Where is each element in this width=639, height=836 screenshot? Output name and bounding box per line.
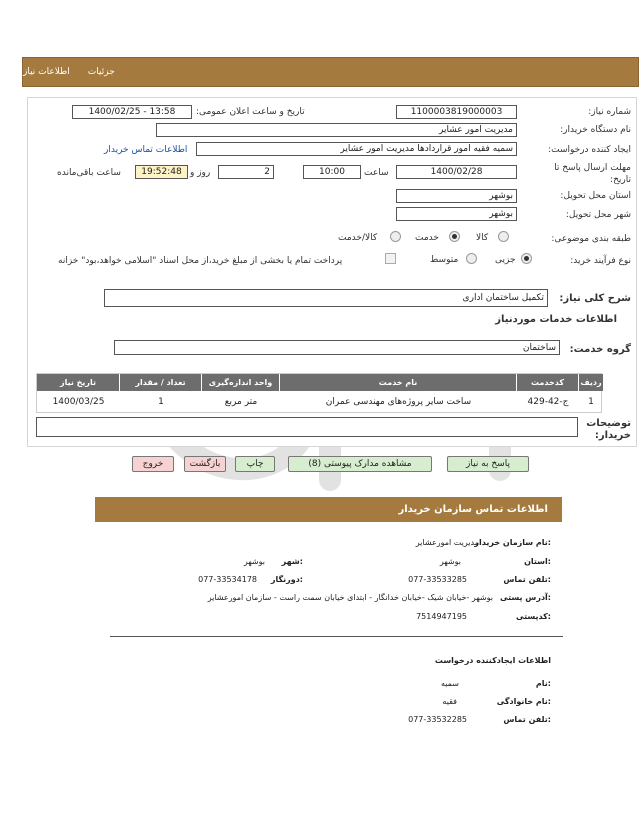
category-goods-service-label: کالا/خدمت	[338, 233, 378, 243]
contact-postal-value: 7514947195	[416, 612, 467, 621]
days-label: روز و	[190, 168, 211, 178]
contact-phone-label: تلفن تماس:	[503, 575, 551, 584]
province-label: استان محل تحویل:	[560, 191, 631, 201]
section-divider	[110, 636, 563, 637]
summary-label: شرح کلی نیاز:	[559, 293, 631, 304]
city-field: بوشهر	[396, 207, 517, 221]
remaining-time-field: 19:52:48	[135, 165, 188, 179]
announce-label: تاریخ و ساعت اعلان عمومی:	[196, 107, 305, 117]
need-number-label: شماره نیاز:	[588, 107, 631, 117]
buyer-notes-label: توضیحات خریدار:	[586, 418, 631, 441]
deadline-date-field: 1400/02/28	[396, 165, 517, 179]
buyer-org-label: نام دستگاه خریدار:	[560, 125, 631, 135]
need-number-field: 1100003819000003	[396, 105, 517, 119]
category-goods-service-radio[interactable]	[390, 231, 401, 242]
view-attachments-button[interactable]: مشاهده مدارک پیوستی (8)	[288, 456, 432, 472]
category-service-radio[interactable]	[449, 231, 460, 242]
service-group-field: ساختمان	[114, 340, 560, 355]
requester-field: سمیه فقیه امور قراردادها مدیریت امور عشایر	[196, 142, 517, 156]
back-button[interactable]: بازگشت	[184, 456, 226, 472]
treasury-payment-label: پرداخت تمام یا بخشی از مبلغ خرید،از محل اسناد "اسلامی خواهد،بود" خزانه	[58, 256, 343, 266]
creator-phone-label: تلفن تماس:	[503, 715, 551, 724]
creator-phone-value: 077-33532285	[408, 715, 467, 724]
creator-family-label: نام خانوادگی:	[496, 697, 551, 706]
service-group-label: گروه خدمت:	[569, 344, 631, 355]
creator-family-value: فقیه	[442, 697, 457, 706]
creator-name-value: سمیه	[440, 679, 459, 688]
exit-button[interactable]: خروج	[132, 456, 174, 472]
cell-need-date: 1400/03/25	[52, 397, 105, 407]
nav-need-info-link[interactable]: اطلاعات نیاز	[23, 67, 70, 77]
category-goods-label: کالا	[476, 233, 489, 243]
city-label: شهر محل تحویل:	[565, 210, 631, 220]
process-label: نوع فرآیند خرید:	[570, 256, 631, 266]
category-service-label: خدمت	[415, 233, 439, 243]
process-medium-label: متوسط	[430, 255, 459, 265]
top-nav-bar	[22, 57, 639, 87]
process-medium-radio[interactable]	[466, 253, 477, 264]
remaining-label: ساعت باقی‌مانده	[57, 168, 121, 178]
contact-phone-value: 077-33533285	[408, 575, 467, 584]
contact-address-label: آدرس پستی:	[500, 593, 551, 602]
contact-fax-value: 077-33534178	[198, 575, 257, 584]
contact-city-value: بوشهر	[243, 557, 265, 566]
services-table	[36, 373, 602, 413]
days-field: 2	[218, 165, 274, 179]
reply-button[interactable]: پاسخ به نیاز	[447, 456, 529, 472]
deadline-time-label: ساعت	[364, 168, 389, 178]
category-label: طبقه بندی موضوعی:	[551, 234, 631, 244]
col-header-need-date: تاریخ نیاز	[37, 374, 120, 391]
services-heading: اطلاعات خدمات موردنیاز	[495, 314, 617, 325]
contact-org-label: نام سازمان خریدار:	[474, 538, 551, 547]
buyer-contact-link[interactable]: اطلاعات تماس خریدار	[104, 145, 188, 155]
announce-datetime-field: 1400/02/25 - 13:58	[72, 105, 192, 119]
province-field: بوشهر	[396, 189, 517, 203]
nav-details-link[interactable]: جزئیات	[87, 67, 115, 77]
cell-service-code: ج-42-429	[527, 397, 569, 407]
creator-name-label: نام:	[535, 679, 551, 688]
contact-province-value: بوشهر	[439, 557, 461, 566]
buyer-org-field: مدیریت امور عشایر	[156, 123, 517, 137]
deadline-label: مهلت ارسال پاسخ تا تاریخ:	[554, 163, 631, 185]
contact-fax-label: دورنگار:	[270, 575, 303, 584]
contact-org-value: مدیریت امورعشایر	[415, 538, 479, 547]
cell-service-name: ساخت سایر پروژه‌های مهندسی عمران	[325, 397, 472, 407]
col-header-unit: واحد اندازه‌گیری	[202, 374, 280, 391]
process-partial-radio[interactable]	[521, 253, 532, 264]
col-header-row: ردیف	[579, 374, 603, 391]
buyer-contact-heading: اطلاعات تماس سازمان خریدار	[95, 497, 562, 522]
requester-label: ایجاد کننده درخواست:	[548, 145, 631, 155]
treasury-payment-checkbox[interactable]	[385, 253, 396, 264]
col-header-quantity: تعداد / مقدار	[120, 374, 202, 391]
print-button[interactable]: چاپ	[235, 456, 275, 472]
buyer-notes-field	[36, 417, 578, 437]
deadline-time-field: 10:00	[303, 165, 361, 179]
contact-address-value: بوشهر -خیابان شیک -خیابان خدانگار - ابتدای خیابان سمت راست - سازمان امورعشایر	[207, 593, 493, 602]
category-goods-radio[interactable]	[498, 231, 509, 242]
table-row	[37, 393, 603, 411]
col-header-service-code: کدخدمت	[517, 374, 579, 391]
cell-quantity: 1	[158, 397, 164, 407]
col-header-service-name: نام خدمت	[280, 374, 517, 391]
contact-postal-label: کدپستی:	[516, 612, 551, 621]
contact-city-label: شهر:	[281, 557, 303, 566]
summary-field: تکمیل ساختمان اداری	[104, 289, 548, 307]
creator-heading: اطلاعات ایجادکننده درخواست	[434, 656, 551, 665]
contact-province-label: استان:	[524, 557, 551, 566]
process-partial-label: جزیی	[495, 255, 516, 265]
cell-unit: متر مربع	[224, 397, 258, 407]
cell-row-number: 1	[588, 397, 594, 407]
